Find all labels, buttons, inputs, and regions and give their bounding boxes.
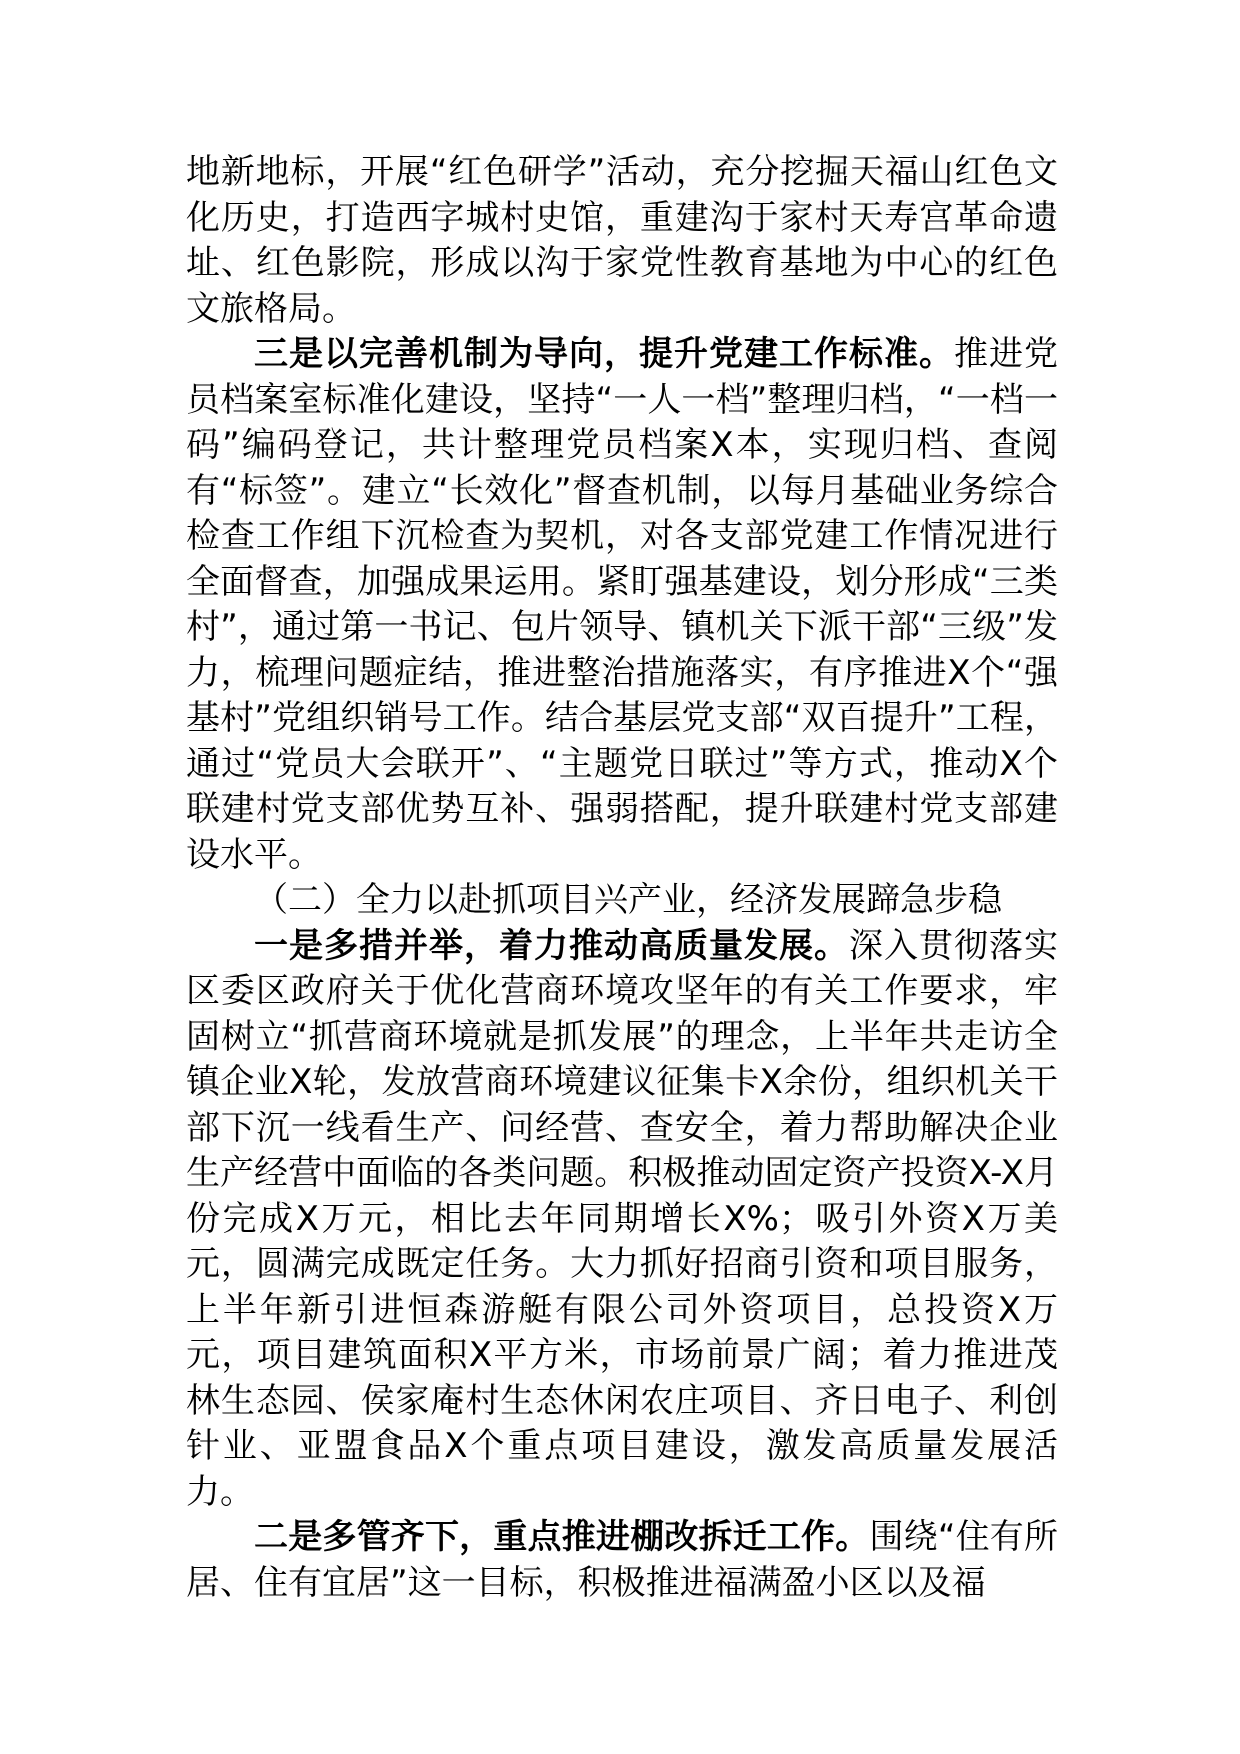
document-page [186,150,1058,1606]
paragraph-red-culture [186,150,1058,332]
paragraph-text: 围绕“住有所居、住有宜居”这一目标，积极推进福满盈小区以及福 [186,1517,1059,1603]
paragraph-text: 推进党员档案室标准化建设，坚持“一人一档”整理归档，“一档一码”编码登记，共计整理党员档案X本，实现归档、查阅有“标签”。建立“长效化”督查机制，以每月基础业务综合检查工作组下沉检查为契机，对各支部党建工作情况进行全面督查，加强成果运用。紧盯强基建设，划分形成“三类村”，通过第一书记、包片领导、镇机关下派干部“三级”发力，梳理问题症结，推进整治措施落实，有序推进X个“强基村”党组织销号工作。结合基层党支部“双百提升”工程，通过“党员大会联开”、“主题党日联过”等方式，推动X个联建村党支部优势互补、强弱搭配，提升联建村党支部建设水平。 [186,334,1058,875]
section-heading: （二）全力以赴抓项目兴产业，经济发展蹄急步稳 [254,880,1002,920]
paragraph-text: 地新地标，开展“红色研学”活动，充分挖掘天福山红色文化历史，打造西字城村史馆，重建沟于家村天寿宫革命遗址、红色影院，形成以沟于家党性教育基地为中心的红色文旅格局。 [186,152,1058,329]
paragraph-lead: 一是多措并举，着力推动高质量发展。 [254,925,849,966]
paragraph-mechanism [186,332,1058,878]
paragraph-demolition [186,1515,1058,1606]
paragraph-lead: 三是以完善机制为导向，提升党建工作标准。 [254,334,954,374]
paragraph-text: 深入贯彻落实区委区政府关于优化营商环境攻坚年的有关工作要求，牢固树立“抓营商环境就是抓发展”的理念，上半年共走访全镇企业X轮，发放营商环境建议征集卡X余份，组织机关干部下沉一线看生产、问经营、查安全，着力帮助解决企业生产经营中面临的各类问题。积极推动固定资产投资X-X月份完成X万元，相比去年同期增长X%；吸引外资X万美元，圆满完成既定任务。大力抓好招商引资和项目服务，上半年新引进恒森游艇有限公司外资项目，总投资X万元，项目建筑面积X平方米，市场前景广阔；着力推进茂林生态园、侯家庵村生态休闲农庄项目、齐日电子、利创针业、亚盟食品X个重点项目建设，激发高质量发展活力。 [186,925,1058,1512]
paragraph-lead: 二是多管齐下，重点推进棚改拆迁工作。 [254,1517,870,1557]
paragraph-development [186,924,1058,1516]
